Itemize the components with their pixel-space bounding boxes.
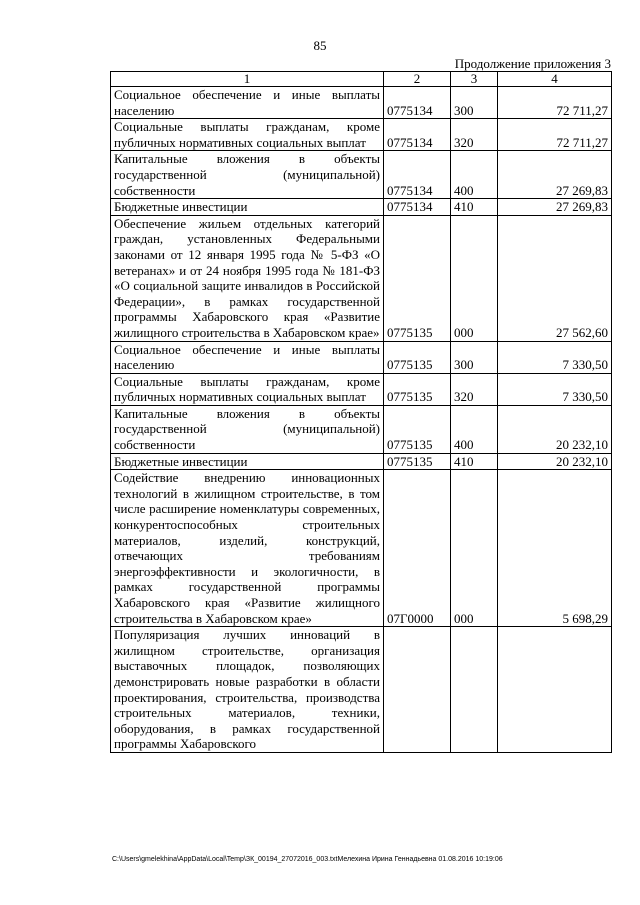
header-cell-2: 2: [384, 72, 451, 87]
row-name: Капитальные вложения в объекты государственной (муниципальной) собственности: [111, 151, 384, 199]
row-name: Бюджетные инвестиции: [111, 453, 384, 470]
row-sum: [498, 627, 612, 753]
row-expense-type: 000: [451, 470, 498, 627]
row-target-code: 0775135: [384, 341, 451, 373]
table-row: [111, 470, 612, 627]
row-target-code: 0775135: [384, 373, 451, 405]
row-name: Бюджетные инвестиции: [111, 199, 384, 216]
row-name: Капитальные вложения в объекты государственной (муниципальной) собственности: [111, 405, 384, 453]
table-row: [111, 453, 612, 470]
row-target-code: [384, 627, 451, 753]
row-expense-type: 320: [451, 373, 498, 405]
row-target-code: 0775135: [384, 453, 451, 470]
row-name: Социальное обеспечение и иные выплаты населению: [111, 341, 384, 373]
row-target-code: 0775135: [384, 405, 451, 453]
row-name: Популяризация лучших инноваций в жилищном строительстве, организация выставочных площадок, позволяющих демонстрировать новые разработки в области проектирования, строительства, производства строительных материалов, техники, оборудования, в рамках государственной программы Хабаровского: [111, 627, 384, 753]
row-name: Социальные выплаты гражданам, кроме публичных нормативных социальных выплат: [111, 119, 384, 151]
row-target-code: 0775134: [384, 119, 451, 151]
table-row: [111, 151, 612, 199]
table-row: [111, 199, 612, 216]
footer-file-path: C:\Users\gmelekhina\AppData\Local\Temp\ЗК_00194_27072016_003.txtМелехина Ирина Геннадьевна 01.08.2016 10:19:06: [112, 856, 503, 863]
table-row: [111, 405, 612, 453]
budget-table: [110, 71, 612, 753]
row-sum: 27 269,83: [498, 199, 612, 216]
row-target-code: 0775134: [384, 199, 451, 216]
table-row: [111, 627, 612, 753]
row-expense-type: [451, 627, 498, 753]
row-sum: 7 330,50: [498, 373, 612, 405]
row-sum: 27 269,83: [498, 151, 612, 199]
row-sum: 20 232,10: [498, 405, 612, 453]
row-sum: 7 330,50: [498, 341, 612, 373]
row-name: Обеспечение жильем отдельных категорий граждан, установленных Федеральными законами от 12 января 1995 года № 5-ФЗ «О ветеранах» и от 24 ноября 1995 года № 181-ФЗ «О социальной защите инвалидов в Российской Федерации», в рамках государственной программы Хабаровского края «Развитие жилищного строительства в Хабаровском крае»: [111, 215, 384, 341]
row-expense-type: 400: [451, 151, 498, 199]
row-target-code: 0775135: [384, 215, 451, 341]
row-name: Содействие внедрению инновационных технологий в жилищном строительстве, в том числе расширение номенклатуры современных, конкурентоспособных строительных материалов, изделий, конструкций, отвечающих требованиям энергоэффективности и экологичности, в рамках государственной программы Хабаровского края «Развитие жилищного строительства в Хабаровском крае»: [111, 470, 384, 627]
header-cell-4: 4: [498, 72, 612, 87]
table-header-row: [111, 72, 612, 87]
page-number: 85: [313, 38, 327, 53]
row-sum: 72 711,27: [498, 87, 612, 119]
row-sum: 27 562,60: [498, 215, 612, 341]
continuation-note: Продолжение приложения 3: [454, 56, 611, 71]
header-cell-1: 1: [111, 72, 384, 87]
row-sum: 72 711,27: [498, 119, 612, 151]
table-row: [111, 119, 612, 151]
row-sum: 5 698,29: [498, 470, 612, 627]
table-row: [111, 87, 612, 119]
row-name: Социальные выплаты гражданам, кроме публичных нормативных социальных выплат: [111, 373, 384, 405]
row-expense-type: 410: [451, 199, 498, 216]
table-row: [111, 341, 612, 373]
row-expense-type: 400: [451, 405, 498, 453]
row-target-code: 0775134: [384, 87, 451, 119]
table-row: [111, 215, 612, 341]
row-sum: 20 232,10: [498, 453, 612, 470]
header-cell-3: 3: [451, 72, 498, 87]
row-expense-type: 410: [451, 453, 498, 470]
row-target-code: 07Г0000: [384, 470, 451, 627]
row-expense-type: 000: [451, 215, 498, 341]
row-expense-type: 300: [451, 87, 498, 119]
row-name: Социальное обеспечение и иные выплаты населению: [111, 87, 384, 119]
row-expense-type: 300: [451, 341, 498, 373]
row-expense-type: 320: [451, 119, 498, 151]
table-row: [111, 373, 612, 405]
row-target-code: 0775134: [384, 151, 451, 199]
